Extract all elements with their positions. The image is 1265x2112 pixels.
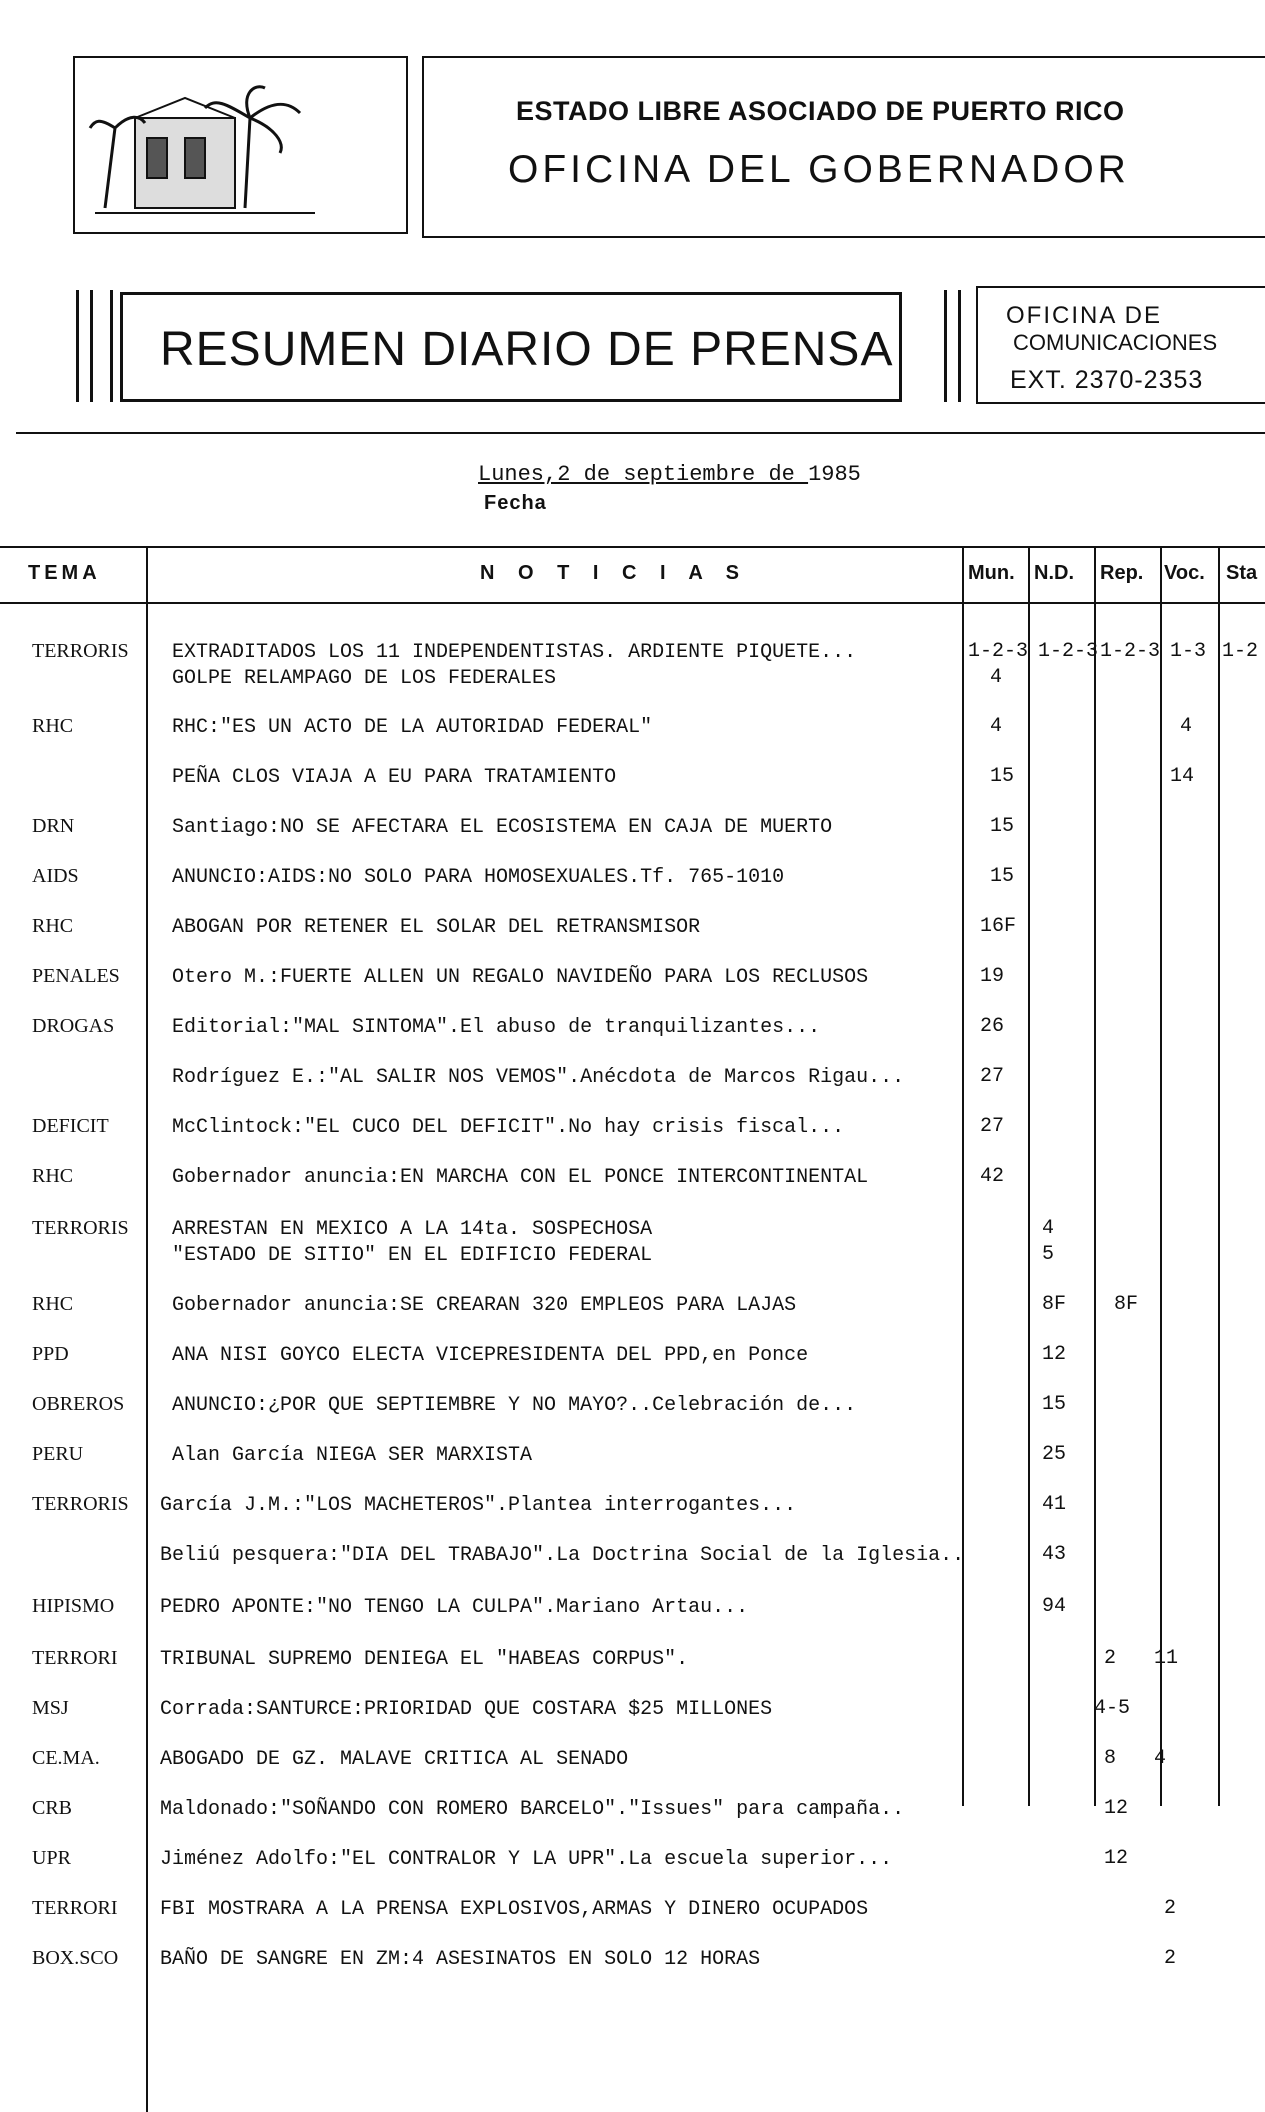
row-mun: 15: [990, 865, 1015, 888]
row-sta: 1-2: [1222, 640, 1259, 663]
row-nd: 1-2-3: [1038, 640, 1099, 663]
comm-line-2: COMUNICACIONES: [1013, 330, 1218, 355]
row-tema: MSJ: [32, 1697, 69, 1719]
organization-name: ESTADO LIBRE ASOCIADO DE PUERTO RICO: [516, 96, 1125, 126]
row-tema: RHC: [32, 715, 74, 737]
row-mun: 27: [980, 1065, 1005, 1088]
row-tema: RHC: [32, 915, 74, 937]
row-news: Gobernador anuncia:EN MARCHA CON EL PONCE INTERCONTINENTAL: [172, 1166, 869, 1189]
row-news: BAÑO DE SANGRE EN ZM:4 ASESINATOS EN SOLO 12 HORAS: [160, 1948, 761, 1971]
row-tema: PERU: [32, 1443, 84, 1465]
row-news: RHC:"ES UN ACTO DE LA AUTORIDAD FEDERAL": [172, 716, 653, 739]
row-tema: TERRORIS: [32, 640, 129, 662]
row-tema: TERRORI: [32, 1897, 118, 1919]
row-tema: TERRORIS: [32, 1217, 129, 1239]
row-news: ABOGADO DE GZ. MALAVE CRITICA AL SENADO: [160, 1748, 629, 1771]
row-tema: UPR: [32, 1847, 71, 1869]
col-header-nd: N.D.: [1034, 562, 1074, 584]
row-mun: 15: [990, 765, 1015, 788]
row-news: EXTRADITADOS LOS 11 INDEPENDENTISTAS. ARDIENTE PIQUETE... GOLPE RELAMPAGO DE LOS FEDERALES: [172, 641, 857, 690]
row-nd: 94: [1042, 1595, 1067, 1618]
divider-bar: [958, 290, 961, 402]
row-mun-2: 4: [990, 666, 1003, 689]
building-illustration: [75, 58, 406, 232]
governor-building-logo: [73, 56, 408, 234]
row-tema: DEFICIT: [32, 1115, 109, 1137]
row-nd: 43: [1042, 1543, 1067, 1566]
row-news: ARRESTAN EN MEXICO A LA 14ta. SOSPECHOSA "ESTADO DE SITIO" EN EL EDIFICIO FEDERAL: [172, 1218, 653, 1267]
divider-bar: [76, 290, 79, 402]
row-news: ANUNCIO:AIDS:NO SOLO PARA HOMOSEXUALES.Tf. 765-1010: [172, 866, 785, 889]
row-news: TRIBUNAL SUPREMO DENIEGA EL "HABEAS CORPUS".: [160, 1648, 689, 1671]
row-tema: HIPISMO: [32, 1595, 115, 1617]
row-voc: 14: [1170, 765, 1195, 788]
row-voc: 11: [1154, 1647, 1179, 1670]
row-mun: 42: [980, 1165, 1005, 1188]
fecha-label: Fecha: [484, 492, 547, 514]
col-header-sta: Sta: [1226, 562, 1258, 584]
row-rep: 8: [1104, 1747, 1117, 1770]
row-news: Jiménez Adolfo:"EL CONTRALOR Y LA UPR".La escuela superior...: [160, 1848, 893, 1871]
row-tema: DRN: [32, 815, 75, 837]
row-news: ANA NISI GOYCO ELECTA VICEPRESIDENTA DEL PPD,en Ponce: [172, 1344, 809, 1367]
divider-bar: [90, 290, 93, 402]
comm-extension: EXT. 2370-2353: [1010, 366, 1204, 394]
row-voc: 1-3: [1170, 640, 1207, 663]
row-tema: TERRORIS: [32, 1493, 129, 1515]
column-divider: [1094, 546, 1096, 1806]
row-tema: RHC: [32, 1293, 74, 1315]
row-news: Gobernador anuncia:SE CREARAN 320 EMPLEOS PARA LAJAS: [172, 1294, 797, 1317]
row-mun: 15: [990, 815, 1015, 838]
col-header-rep: Rep.: [1100, 562, 1144, 584]
row-voc: 2: [1164, 1897, 1177, 1920]
row-nd: 41: [1042, 1493, 1067, 1516]
row-news: Maldonado:"SOÑANDO CON ROMERO BARCELO"."Issues" para campaña..: [160, 1798, 905, 1821]
row-news: PEÑA CLOS VIAJA A EU PARA TRATAMIENTO: [172, 766, 617, 789]
row-news: McClintock:"EL CUCO DEL DEFICIT".No hay crisis fiscal...: [172, 1116, 845, 1139]
row-news: Otero M.:FUERTE ALLEN UN REGALO NAVIDEÑO PARA LOS RECLUSOS: [172, 966, 869, 989]
row-news: PEDRO APONTE:"NO TENGO LA CULPA".Mariano Artau...: [160, 1596, 749, 1619]
row-mun: 27: [980, 1115, 1005, 1138]
divider-bar: [110, 290, 113, 402]
row-news: Santiago:NO SE AFECTARA EL ECOSISTEMA EN CAJA DE MUERTO: [172, 816, 833, 839]
row-nd: 15: [1042, 1393, 1067, 1416]
row-tema: CE.MA.: [32, 1747, 100, 1769]
row-voc: 4: [1154, 1747, 1167, 1770]
row-tema: PENALES: [32, 965, 120, 987]
row-nd: 4: [1042, 1217, 1055, 1240]
col-header-noticias: N O T I C I A S: [480, 562, 748, 584]
row-news: Alan García NIEGA SER MARXISTA: [172, 1444, 533, 1467]
row-voc: 2: [1164, 1947, 1177, 1970]
row-mun: 4: [990, 715, 1003, 738]
row-news: García J.M.:"LOS MACHETEROS".Plantea interrogantes...: [160, 1494, 797, 1517]
col-header-tema: TEMA: [28, 562, 101, 584]
row-news: Editorial:"MAL SINTOMA".El abuso de tranquilizantes...: [172, 1016, 821, 1039]
divider-bar: [944, 290, 947, 402]
header-title-box: [422, 56, 1265, 238]
row-news: FBI MOSTRARA A LA PRENSA EXPLOSIVOS,ARMAS Y DINERO OCUPADOS: [160, 1898, 869, 1921]
row-rep: 8F: [1114, 1293, 1139, 1316]
date-year: 1985: [808, 462, 861, 487]
row-mun: 19: [980, 965, 1005, 988]
table-top-rule: [0, 546, 1265, 548]
row-tema: AIDS: [32, 865, 79, 887]
row-tema: CRB: [32, 1797, 73, 1819]
row-tema: PPD: [32, 1343, 69, 1365]
row-news: ANUNCIO:¿POR QUE SEPTIEMBRE Y NO MAYO?..Celebración de...: [172, 1394, 857, 1417]
column-divider: [962, 546, 964, 1806]
header-rule: [16, 432, 1265, 434]
row-news: Corrada:SANTURCE:PRIORIDAD QUE COSTARA $25 MILLONES: [160, 1698, 773, 1721]
row-tema: RHC: [32, 1165, 74, 1187]
row-nd: 12: [1042, 1343, 1067, 1366]
row-nd: 8F: [1042, 1293, 1067, 1316]
row-mun: 26: [980, 1015, 1005, 1038]
row-rep: 1-2-3: [1100, 640, 1161, 663]
row-rep: 12: [1104, 1797, 1129, 1820]
row-rep: 4-5: [1094, 1697, 1131, 1720]
table-header-rule: [0, 602, 1265, 604]
row-tema: BOX.SCO: [32, 1947, 119, 1969]
column-divider: [146, 546, 148, 2112]
row-nd: 25: [1042, 1443, 1067, 1466]
column-divider: [1028, 546, 1030, 1806]
date-line: [478, 462, 861, 487]
row-mun: 1-2-3: [968, 640, 1029, 663]
col-header-voc: Voc.: [1164, 562, 1205, 584]
date-text: Lunes,2 de septiembre de: [478, 462, 809, 487]
office-name: OFICINA DEL GOBERNADOR: [508, 148, 1130, 191]
document-title: RESUMEN DIARIO DE PRENSA: [160, 323, 894, 376]
column-divider: [1218, 546, 1220, 1806]
comm-line-1: OFICINA DE: [1006, 302, 1163, 329]
row-tema: TERRORI: [32, 1647, 118, 1669]
row-news: Beliú pesquera:"DIA DEL TRABAJO".La Doctrina Social de la Iglesia..: [160, 1544, 965, 1567]
row-voc: 4: [1180, 715, 1193, 738]
row-tema: OBREROS: [32, 1393, 125, 1415]
row-tema: DROGAS: [32, 1015, 115, 1037]
row-nd-2: 5: [1042, 1243, 1055, 1266]
row-news: Rodríguez E.:"AL SALIR NOS VEMOS".Anécdota de Marcos Rigau...: [172, 1066, 905, 1089]
row-rep: 2: [1104, 1647, 1117, 1670]
row-news: ABOGAN POR RETENER EL SOLAR DEL RETRANSMISOR: [172, 916, 701, 939]
col-header-mun: Mun.: [968, 562, 1015, 584]
column-divider: [1160, 546, 1162, 1806]
row-rep: 12: [1104, 1847, 1129, 1870]
row-mun: 16F: [980, 915, 1017, 938]
